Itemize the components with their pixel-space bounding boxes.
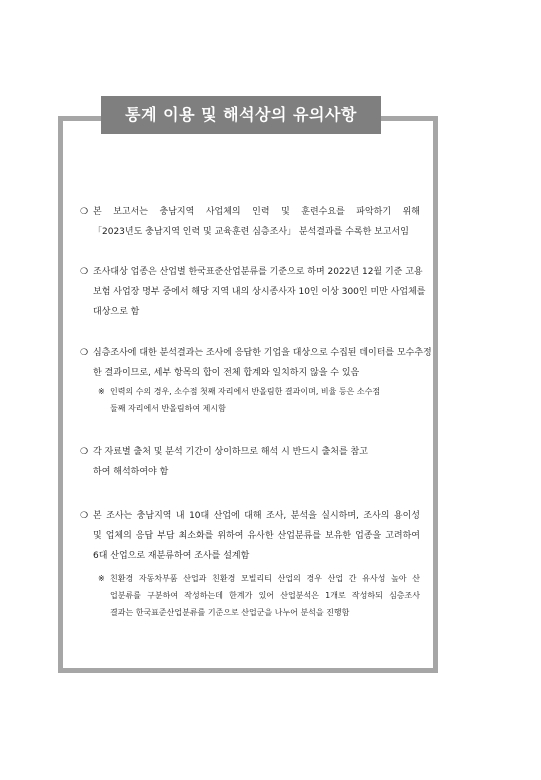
bullet-circle-icon: ❍ — [80, 447, 89, 457]
bullet-circle-icon: ❍ — [80, 207, 89, 217]
notice-line: 「2023년도 충남지역 인력 및 교육훈련 심층조사」 분석결과를 수록한 보고서임 — [93, 227, 409, 237]
notice-line: 및 업체의 응답 부담 최소화를 위하여 유사한 산업분류를 보유한 업종을 고려하여 — [93, 531, 420, 541]
notice-line: 보험 사업장 명부 중에서 해당 지역 내의 상시종사자 10인 이상 300인 미만 사업체를 — [93, 287, 426, 297]
notice-line: 한 결과이므로, 세부 항목의 합이 전체 합계와 일치하지 않을 수 있음 — [93, 368, 360, 378]
notice-line: ❍ 조사대상 업종은 산업별 한국표준산업분류를 기준으로 하며 2022년 12월 기준 고용 — [80, 262, 420, 282]
note-line: 둘째 자리에서 반올림하여 제시함 — [110, 404, 226, 413]
note-block — [80, 570, 420, 621]
note-line: 업분류를 구분하여 작성하는데 한계가 있어 산업분석은 1개로 작성하되 심층조사 — [110, 591, 420, 600]
notice-line: ❍ 각 자료별 출처 및 분석 기간이 상이하므로 해석 시 반드시 출처를 참고 — [80, 442, 420, 462]
note-mark-icon: ※ — [98, 574, 105, 583]
bullet-circle-icon: ❍ — [80, 348, 89, 358]
note-block — [80, 383, 420, 417]
note-line: 결과는 한국표준산업분류를 기준으로 산업군을 나누어 분석을 진행함 — [110, 608, 350, 617]
bullet-circle-icon: ❍ — [80, 511, 89, 521]
notice-line: 하여 해석하여야 함 — [93, 467, 169, 477]
notice-line: ❍ 본 조사는 충남지역 내 10대 산업에 대해 조사, 분석을 실시하며, 조사의 용이성 — [80, 506, 420, 526]
bullet-circle-icon: ❍ — [80, 267, 89, 277]
notice-line: ❍ 본 보고서는 충남지역 사업체의 인력 및 훈련수요를 파악하기 위해 — [80, 202, 420, 222]
notice-item-5 — [80, 506, 420, 621]
note-mark-icon: ※ — [98, 387, 105, 396]
notice-line: ❍ 심층조사에 대한 분석결과는 조사에 응답한 기업을 대상으로 수집된 데이터를 모수추정 — [80, 343, 420, 363]
notice-line: 6대 산업으로 재분류하여 조사를 설계함 — [93, 551, 250, 561]
note-line: ※ 친환경 자동차부품 산업과 친환경 모빌리티 산업의 경우 산업 간 유사성 높아 산 — [98, 570, 420, 587]
note-line: ※ 인력의 수의 경우, 소수점 첫째 자리에서 반올림한 결과이며, 비율 등은 소수점 — [98, 383, 420, 400]
notice-item-1 — [80, 202, 420, 242]
notice-line: 대상으로 함 — [93, 307, 140, 317]
notice-item-3 — [80, 343, 432, 417]
notice-item-2 — [80, 262, 426, 322]
page-title: 통계 이용 및 해석상의 유의사항 — [101, 96, 381, 134]
notice-item-4 — [80, 442, 420, 482]
